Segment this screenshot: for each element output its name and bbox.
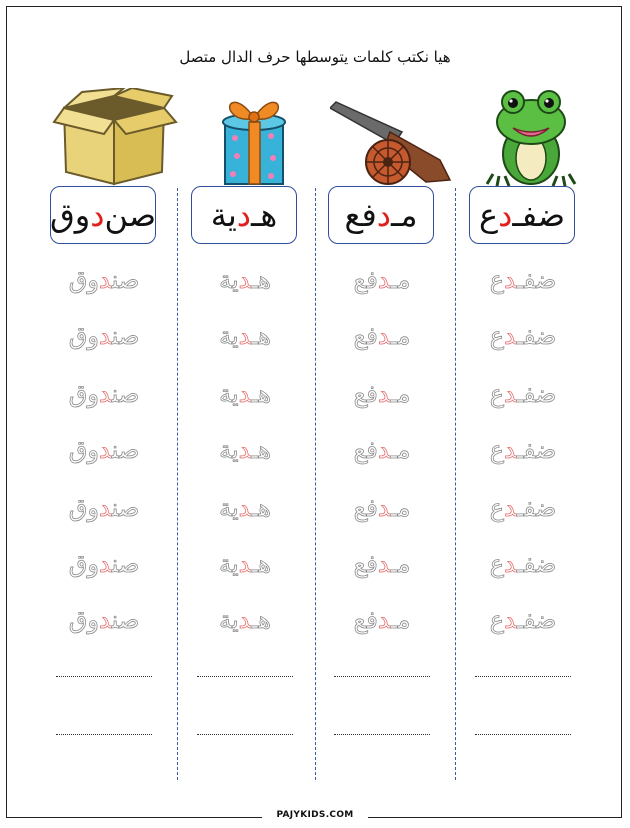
tracing-word — [193, 436, 297, 464]
word-part: وق — [68, 550, 99, 578]
writing-line[interactable] — [197, 734, 293, 735]
word-part: وق — [68, 266, 99, 294]
word-part: مـ — [390, 436, 411, 464]
tracing-word — [471, 550, 575, 578]
highlight-letter: د — [376, 196, 392, 234]
highlight-letter: د — [238, 494, 252, 522]
word-part: هـ — [251, 266, 271, 294]
word-part: وق — [68, 606, 99, 634]
tracing-word — [52, 322, 156, 350]
word-part: صن — [111, 380, 140, 408]
word-part: هـ — [251, 606, 271, 634]
highlight-letter: د — [377, 550, 391, 578]
highlight-letter: د — [504, 494, 517, 522]
word-box — [469, 186, 575, 244]
word-part: هـ — [251, 196, 278, 234]
tracing-word — [471, 606, 575, 634]
tracing-word — [193, 380, 297, 408]
tracing-word — [52, 550, 156, 578]
tracing-word — [52, 266, 156, 294]
tracing-word — [471, 494, 575, 522]
word-part: وق — [49, 196, 91, 234]
word-part: فع — [353, 550, 378, 578]
word-part: مـ — [390, 494, 411, 522]
tracing-word — [471, 436, 575, 464]
writing-line[interactable] — [475, 676, 571, 677]
word-part: ضفـ — [516, 494, 557, 522]
highlight-letter: د — [98, 436, 112, 464]
word-part: فع — [353, 266, 378, 294]
tracing-word — [193, 606, 297, 634]
word-part: ضفـ — [516, 266, 557, 294]
word-part: مـ — [390, 266, 411, 294]
word-part: ية — [219, 494, 239, 522]
word-part: ية — [210, 196, 237, 234]
tracing-word — [193, 266, 297, 294]
word-part: ع — [489, 494, 505, 522]
word-part: وق — [68, 380, 99, 408]
highlight-letter: د — [377, 494, 391, 522]
word-part: ع — [489, 550, 505, 578]
word-part: صن — [104, 196, 157, 234]
word-part: ع — [489, 266, 505, 294]
highlight-letter: د — [504, 550, 517, 578]
highlight-letter: د — [238, 436, 252, 464]
word-part: ع — [489, 606, 505, 634]
word-part: هـ — [251, 550, 271, 578]
word-part: ضفـ — [516, 606, 557, 634]
word-part: هـ — [251, 494, 271, 522]
word-part: ع — [478, 196, 499, 234]
word-part: فع — [344, 196, 377, 234]
highlight-letter: د — [98, 266, 112, 294]
tracing-word — [471, 266, 575, 294]
word-part: هـ — [251, 380, 271, 408]
tracing-word — [330, 266, 434, 294]
highlight-letter: د — [504, 606, 517, 634]
highlight-letter: د — [238, 606, 252, 634]
word-part: وق — [68, 322, 99, 350]
word-part: ع — [489, 380, 505, 408]
word-part: وق — [68, 494, 99, 522]
word-part: ية — [219, 436, 239, 464]
word-part: مـ — [391, 196, 418, 234]
word-part: مـ — [390, 550, 411, 578]
tracing-word — [471, 322, 575, 350]
word-part: صن — [111, 494, 140, 522]
word-part: صن — [111, 436, 140, 464]
highlight-letter: د — [238, 380, 252, 408]
tracing-word — [52, 606, 156, 634]
highlight-letter: د — [236, 196, 252, 234]
highlight-letter: د — [504, 436, 517, 464]
word-part: ضفـ — [516, 322, 557, 350]
gift-icon — [193, 88, 313, 192]
highlight-letter: د — [238, 322, 252, 350]
word-part: ضفـ — [516, 436, 557, 464]
box-icon — [52, 88, 172, 192]
word-part: ع — [489, 322, 505, 350]
word-box — [191, 186, 297, 244]
column-divider — [455, 188, 456, 780]
highlight-letter: د — [377, 322, 391, 350]
cannon-icon — [330, 88, 450, 192]
highlight-letter: د — [238, 266, 252, 294]
tracing-word — [330, 606, 434, 634]
writing-line[interactable] — [197, 676, 293, 677]
tracing-word — [330, 494, 434, 522]
tracing-word — [52, 494, 156, 522]
word-part: ع — [489, 436, 505, 464]
highlight-letter: د — [377, 606, 391, 634]
tracing-word — [193, 494, 297, 522]
tracing-word — [52, 380, 156, 408]
word-part: ضفـ — [516, 550, 557, 578]
writing-line[interactable] — [334, 676, 430, 677]
word-part: ية — [219, 550, 239, 578]
highlight-letter: د — [377, 266, 391, 294]
tracing-word — [330, 322, 434, 350]
word-part: ضفـ — [516, 380, 557, 408]
word-part: مـ — [390, 322, 411, 350]
highlight-letter: د — [498, 196, 513, 234]
highlight-letter: د — [377, 436, 391, 464]
writing-line[interactable] — [56, 734, 152, 735]
word-box — [50, 186, 156, 244]
highlight-letter: د — [377, 380, 391, 408]
highlight-letter: د — [504, 322, 517, 350]
site-footer: PAJYKIDS.COM — [276, 810, 354, 820]
column-divider — [315, 188, 316, 780]
highlight-letter: د — [98, 380, 112, 408]
column-divider — [177, 188, 178, 780]
writing-line[interactable] — [56, 676, 152, 677]
word-part: صن — [111, 266, 140, 294]
page-title: هيا نكتب كلمات يتوسطها حرف الدال متصل — [179, 48, 451, 66]
frog-icon — [471, 88, 591, 192]
word-part: ية — [219, 322, 239, 350]
word-part: صن — [111, 606, 140, 634]
tracing-word — [330, 550, 434, 578]
highlight-letter: د — [504, 380, 517, 408]
highlight-letter: د — [90, 196, 105, 234]
word-part: هـ — [251, 322, 271, 350]
word-part: فع — [353, 322, 378, 350]
tracing-word — [471, 380, 575, 408]
highlight-letter: د — [98, 606, 112, 634]
writing-line[interactable] — [334, 734, 430, 735]
word-part: مـ — [390, 380, 411, 408]
tracing-word — [330, 436, 434, 464]
word-part: فع — [353, 606, 378, 634]
tracing-word — [330, 380, 434, 408]
word-part: فع — [353, 380, 378, 408]
highlight-letter: د — [98, 494, 112, 522]
tracing-word — [52, 436, 156, 464]
word-part: ية — [219, 266, 239, 294]
highlight-letter: د — [98, 550, 112, 578]
highlight-letter: د — [238, 550, 252, 578]
word-part: وق — [68, 436, 99, 464]
word-part: مـ — [390, 606, 411, 634]
word-box — [328, 186, 434, 244]
word-part: ضفـ — [512, 196, 566, 234]
word-part: صن — [111, 322, 140, 350]
word-part: صن — [111, 550, 140, 578]
tracing-word — [193, 550, 297, 578]
word-part: هـ — [251, 436, 271, 464]
word-part: فع — [353, 436, 378, 464]
word-part: ية — [219, 606, 239, 634]
highlight-letter: د — [504, 266, 517, 294]
writing-line[interactable] — [475, 734, 571, 735]
tracing-word — [193, 322, 297, 350]
highlight-letter: د — [98, 322, 112, 350]
word-part: ية — [219, 380, 239, 408]
word-part: فع — [353, 494, 378, 522]
